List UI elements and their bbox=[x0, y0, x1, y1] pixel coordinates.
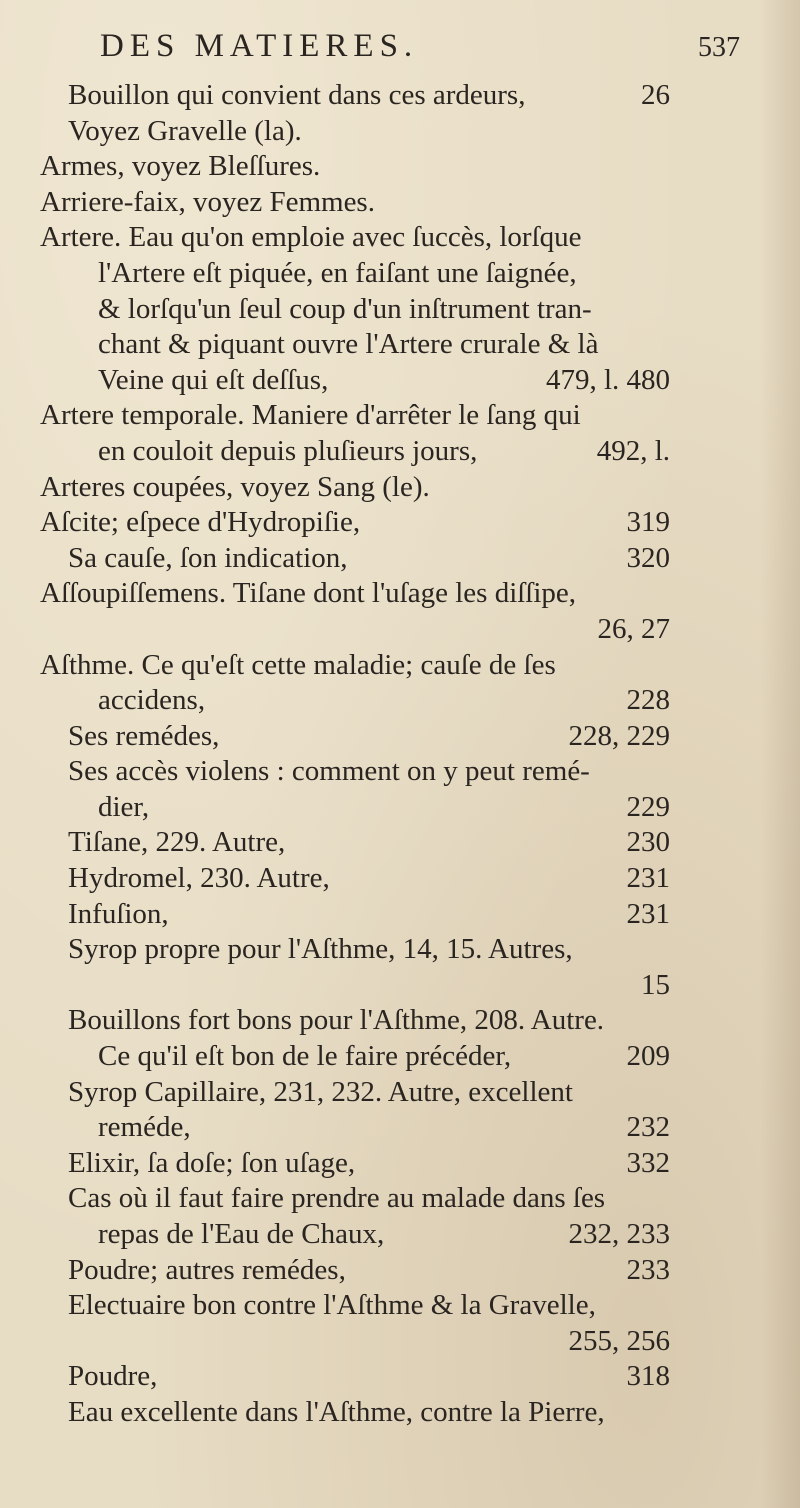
index-entry-text: Poudre; autres remédes, bbox=[68, 1253, 346, 1286]
index-entry-text: Elixir, ſa doſe; ſon uſage, bbox=[68, 1146, 356, 1179]
index-line bbox=[0, 363, 800, 399]
index-line bbox=[0, 897, 800, 933]
index-entries bbox=[0, 78, 800, 1431]
index-page-reference: 232 bbox=[626, 1111, 670, 1144]
index-line bbox=[0, 470, 800, 506]
index-entry-text: Artere temporale. Maniere d'arrêter le ſang qui bbox=[40, 399, 581, 432]
index-entry-text: Sa cauſe, ſon indication, bbox=[68, 541, 348, 574]
index-entry-text: dier, bbox=[98, 790, 150, 823]
index-line bbox=[0, 1003, 800, 1039]
index-line bbox=[0, 78, 800, 114]
index-line bbox=[0, 1146, 800, 1182]
index-line bbox=[0, 1395, 800, 1431]
index-page-reference: 231 bbox=[626, 862, 670, 895]
index-line bbox=[0, 719, 800, 755]
index-line bbox=[0, 648, 800, 684]
index-line bbox=[0, 256, 800, 292]
index-line bbox=[0, 754, 800, 790]
index-page-reference: 26 bbox=[641, 79, 670, 111]
index-entry-text: Arteres coupées, voyez Sang (le). bbox=[40, 470, 430, 503]
index-page-reference: 320 bbox=[626, 541, 670, 574]
index-line bbox=[0, 932, 800, 968]
index-line bbox=[0, 968, 800, 1004]
index-line bbox=[0, 541, 800, 577]
index-page-reference: 318 bbox=[626, 1360, 670, 1393]
index-entry-text: Bouillon qui convient dans ces ardeurs, bbox=[68, 79, 526, 111]
index-entry-text: accidens, bbox=[98, 684, 206, 717]
index-page-reference: 231 bbox=[626, 897, 670, 930]
index-line bbox=[0, 1359, 800, 1395]
index-entry-text: repas de l'Eau de Chaux, bbox=[98, 1218, 385, 1250]
index-line bbox=[0, 825, 800, 861]
index-line bbox=[0, 861, 800, 897]
index-line bbox=[0, 1288, 800, 1324]
index-entry-text: Ses remédes, bbox=[68, 719, 220, 752]
index-entry-text: l'Artere eſt piquée, en faiſant une ſaignée, bbox=[98, 256, 577, 289]
index-line bbox=[0, 612, 800, 648]
index-page-reference: 228, 229 bbox=[568, 719, 670, 752]
index-entry-text: Artere. Eau qu'on emploie avec ſuccès, lorſque bbox=[40, 221, 582, 254]
index-entry-text: Electuaire bon contre l'Aſthme & la Gravelle, bbox=[68, 1289, 596, 1322]
index-line bbox=[0, 505, 800, 541]
index-line bbox=[0, 1217, 800, 1253]
index-page-reference: 332 bbox=[626, 1146, 670, 1179]
page-number: 537 bbox=[698, 32, 740, 63]
index-entry-text: Eau excellente dans l'Aſthme, contre la Pierre, bbox=[68, 1395, 605, 1428]
index-line bbox=[0, 220, 800, 256]
index-line bbox=[0, 1039, 800, 1075]
index-page-reference: 229 bbox=[626, 790, 670, 823]
index-line bbox=[0, 1253, 800, 1289]
index-page-reference: 233 bbox=[626, 1253, 670, 1286]
index-line bbox=[0, 327, 800, 363]
index-entry-text: Syrop Capillaire, 231, 232. Autre, excellent bbox=[68, 1075, 573, 1108]
index-line bbox=[0, 114, 800, 150]
index-entry-text: & lorſqu'un ſeul coup d'un inſtrument tran- bbox=[98, 292, 592, 325]
index-page-reference: 255, 256 bbox=[568, 1324, 670, 1357]
index-line bbox=[0, 1181, 800, 1217]
index-page-reference: 492, l. bbox=[596, 434, 670, 467]
index-line bbox=[0, 434, 800, 470]
index-entry-text: Cas où il faut faire prendre au malade dans ſes bbox=[68, 1182, 606, 1215]
index-line bbox=[0, 185, 800, 221]
index-entry-text: Aſcite; eſpece d'Hydropiſie, bbox=[40, 506, 361, 539]
running-head: DES MATIERES. bbox=[100, 28, 419, 64]
index-entry-text: Poudre, bbox=[68, 1360, 158, 1393]
index-entry-text: chant & piquant ouvre l'Artere crurale & là bbox=[98, 328, 599, 361]
index-entry-text: Tiſane, 229. Autre, bbox=[68, 826, 286, 859]
index-page-reference: 230 bbox=[626, 826, 670, 859]
index-line bbox=[0, 790, 800, 826]
page-gutter-shadow bbox=[760, 0, 800, 1508]
index-page-reference: 232, 233 bbox=[568, 1218, 670, 1250]
index-entry-text: Bouillons fort bons pour l'Aſthme, 208. Autre. bbox=[68, 1004, 605, 1037]
index-entry-text: Armes, voyez Bleſſures. bbox=[40, 150, 321, 183]
index-entry-text: Ce qu'il eſt bon de le faire précéder, bbox=[98, 1040, 512, 1073]
index-line bbox=[0, 1324, 800, 1360]
index-entry-text: Arriere-faix, voyez Femmes. bbox=[40, 185, 375, 218]
index-entry-text: Syrop propre pour l'Aſthme, 14, 15. Autres, bbox=[68, 933, 573, 966]
index-line bbox=[0, 576, 800, 612]
index-line bbox=[0, 398, 800, 434]
index-entry-text: Hydromel, 230. Autre, bbox=[68, 862, 330, 895]
index-page-reference: 479, l. 480 bbox=[545, 363, 670, 396]
index-line bbox=[0, 1110, 800, 1146]
index-entry-text: Aſthme. Ce qu'eſt cette maladie; cauſe de ſes bbox=[40, 648, 556, 681]
index-page-reference: 209 bbox=[626, 1040, 670, 1073]
index-entry-text: Veine qui eſt deſſus, bbox=[98, 363, 329, 396]
index-line bbox=[0, 292, 800, 328]
index-entry-text: en couloit depuis pluſieurs jours, bbox=[98, 434, 478, 467]
index-entry-text: Voyez Gravelle (la). bbox=[68, 114, 302, 147]
index-page-reference: 228 bbox=[626, 684, 670, 717]
index-line bbox=[0, 1075, 800, 1111]
index-page-reference: 26, 27 bbox=[597, 612, 670, 645]
index-page-reference: 319 bbox=[626, 506, 670, 539]
index-entry-text: reméde, bbox=[98, 1111, 191, 1144]
page-header bbox=[0, 28, 800, 78]
index-entry-text: Infuſion, bbox=[68, 897, 169, 930]
index-line bbox=[0, 149, 800, 185]
index-line bbox=[0, 683, 800, 719]
index-entry-text: Ses accès violens : comment on y peut remé- bbox=[68, 755, 590, 788]
index-page-reference: 15 bbox=[641, 968, 670, 1001]
index-entry-text: Aſſoupiſſemens. Tiſane dont l'uſage les diſſipe, bbox=[40, 577, 577, 610]
